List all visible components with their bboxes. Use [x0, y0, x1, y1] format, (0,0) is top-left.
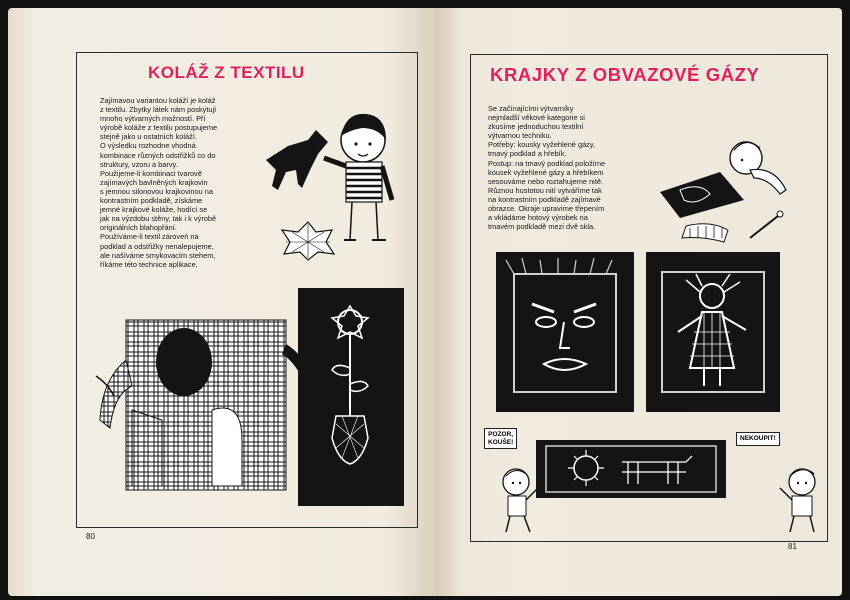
text-line: podklad a odstřižky nenalepujeme,	[100, 241, 214, 251]
text-line: Zajímavou variantou koláží je koláž	[100, 96, 216, 105]
text-line: zajímavých bavlněných krajkovin	[100, 177, 208, 187]
left-page	[8, 8, 436, 596]
text-line: originálních blahopřání.	[100, 223, 177, 233]
speech-bubble-warning	[484, 428, 517, 449]
text-line: nejmladší věkové kategorie si	[488, 113, 585, 123]
left-page-paragraph	[100, 96, 217, 269]
text-line: sesouváme nebo roztahujeme nitě.	[488, 176, 604, 186]
bubble-text-line: KOUŠE!	[488, 438, 514, 446]
lace-flower-vase-panel	[298, 288, 404, 506]
book-spread	[8, 8, 842, 596]
text-line: z textilu. Zbytky látek nám poskytují	[100, 105, 217, 115]
text-line: a vkládáme hotový výrobek na	[488, 213, 588, 223]
text-line: Použijeme-li kombinaci tvarově	[100, 168, 202, 178]
flower-vase-illustration	[298, 288, 404, 506]
text-line: tmavý podklad a hřebík.	[488, 149, 567, 159]
text-line: O výsledku rozhodne vhodná	[100, 141, 196, 151]
text-line: s jemnou silonovou krajkovinou na	[100, 186, 213, 196]
text-line: říkáme této technice aplikace.	[100, 259, 198, 269]
child-with-gauze-illustration	[650, 126, 800, 246]
text-line: kontrastním podkladě, získáme	[100, 196, 203, 206]
text-line: tmavém podkladě mezi dvě skla.	[488, 222, 596, 232]
bubble-text-line: POZOR,	[488, 431, 514, 438]
text-line: zkusíme jednoduchou textilní	[488, 122, 584, 132]
text-line: jemné krajkové koláže, hodící se	[100, 205, 208, 215]
lace-doily-illustration	[278, 218, 338, 263]
left-page-title: KOLÁŽ Z TEXTILU	[148, 63, 305, 82]
kids-carrying-illustration	[496, 448, 826, 538]
text-line: kousek vyžehlené gázy a hřebíkem	[488, 167, 604, 177]
left-page-number: 80	[86, 532, 95, 541]
text-line: mnoho výtvarných možností. Při	[100, 114, 206, 124]
text-line: výtvarnou techniku.	[488, 131, 552, 141]
text-line: obrazce. Okraje upravíme třepením	[488, 204, 605, 214]
speech-bubble-no-buy: NEKOUPIT!	[736, 432, 780, 446]
gauze-face-panel	[496, 252, 634, 412]
text-line: Postup: na tmavý podklad položíme	[488, 158, 606, 168]
text-line: stejně jako u ostatních koláží.	[100, 132, 197, 142]
text-line: Různou hustotou nití vytváříme tak	[488, 185, 602, 195]
text-line: ale našíváme smykovacím stehem,	[100, 250, 216, 260]
text-line: Používáme-li textil zároveň na	[100, 232, 199, 242]
gauze-girl-panel	[646, 252, 780, 412]
gauze-girl-illustration	[646, 252, 780, 412]
right-page	[436, 8, 842, 596]
text-line: kombinace různých odstřižků co do	[100, 150, 216, 160]
right-page-number: 81	[788, 542, 797, 551]
text-line: jak na výzdobu stěny, tak i k výrobě	[100, 214, 217, 224]
elephant-collage-illustration	[92, 300, 302, 510]
text-line: struktury, vzoru a barvy.	[100, 159, 178, 169]
text-line: Potřeby: kousky vyžehlené gázy,	[488, 140, 596, 150]
right-page-title: KRAJKY Z OBVAZOVÉ GÁZY	[490, 64, 760, 85]
gauze-face-illustration	[496, 252, 634, 412]
right-page-paragraph	[488, 104, 605, 231]
text-line: Se začínajícími výtvarníky	[488, 104, 574, 113]
text-line: na kontrastním podkladě zajímavé	[488, 194, 601, 204]
text-line: výrobě koláže z textilu postupujeme	[100, 123, 218, 133]
